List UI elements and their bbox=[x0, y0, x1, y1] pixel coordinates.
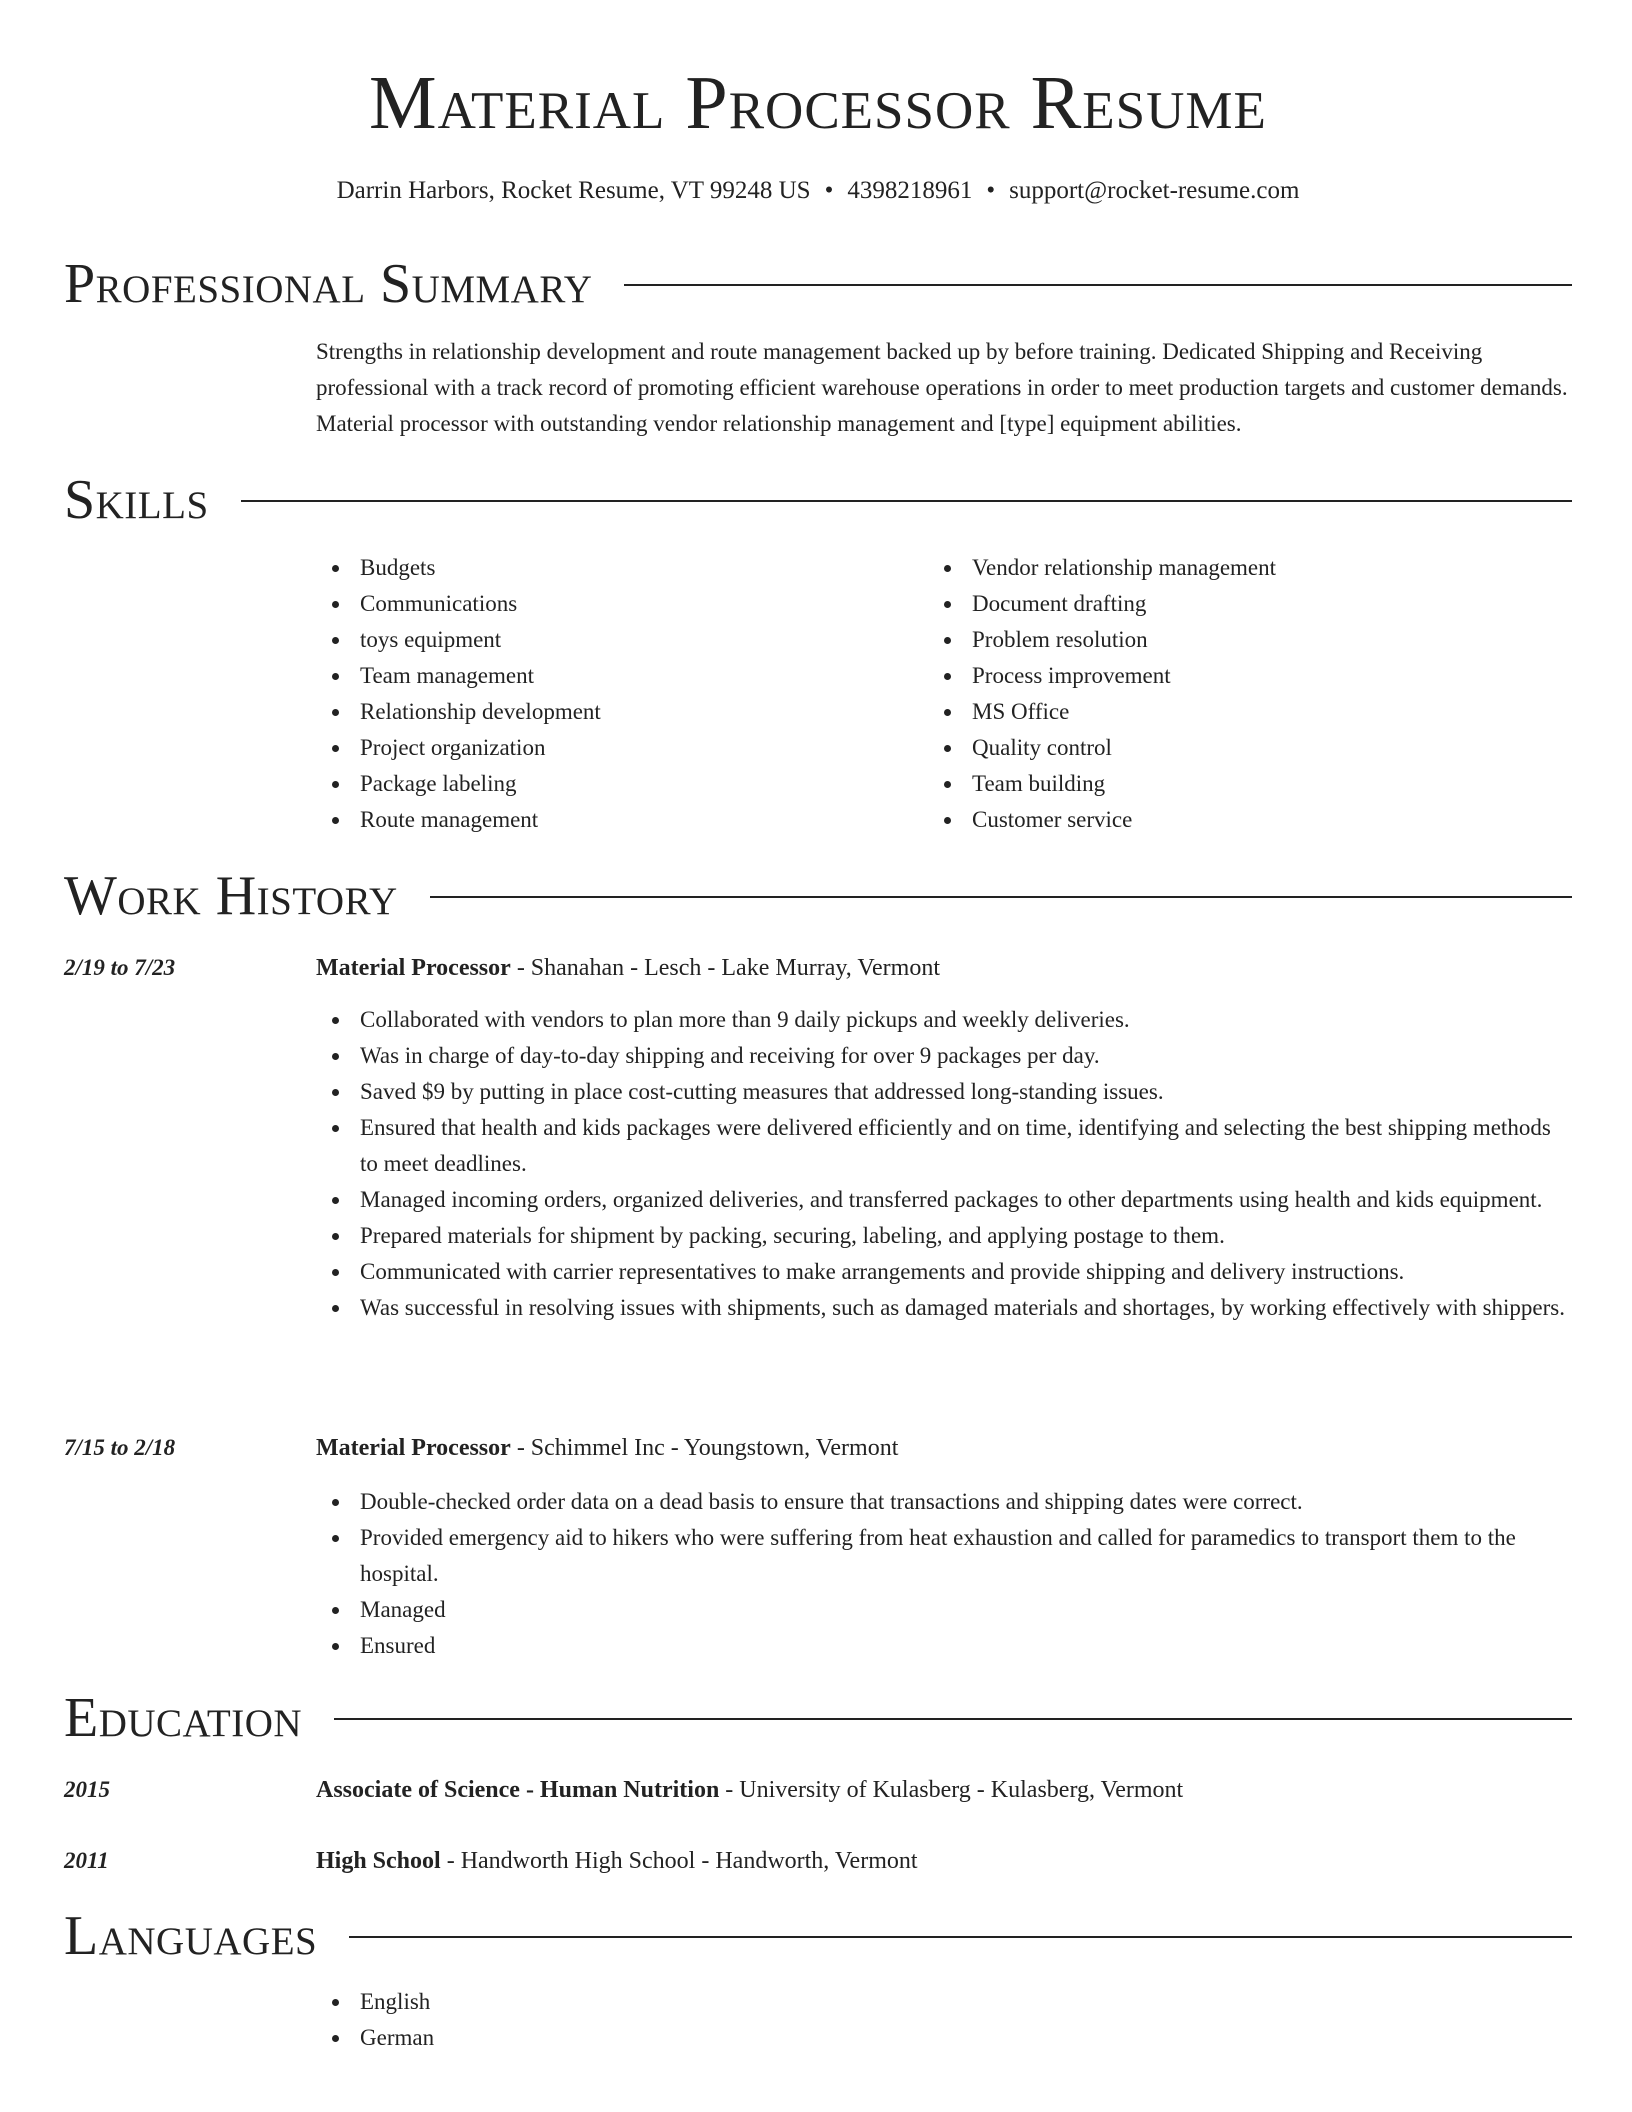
skill-item: Process improvement bbox=[928, 658, 1568, 694]
section-divider bbox=[349, 1936, 1572, 1938]
skill-item: Communications bbox=[316, 586, 916, 622]
education-section-header bbox=[64, 1686, 1572, 1750]
skill-item: Team management bbox=[316, 658, 916, 694]
languages-heading: Languages bbox=[64, 1905, 318, 1967]
languages-section-header bbox=[64, 1904, 1572, 1968]
job-bullet: Communicated with carrier representatives to make arrangements and provide shipping and delivery instructions. bbox=[316, 1254, 1572, 1290]
skill-item: Document drafting bbox=[928, 586, 1568, 622]
summary-heading: Professional Summary bbox=[64, 253, 593, 315]
work-heading: Work History bbox=[64, 865, 398, 927]
resume-title: Material Processor Resume bbox=[369, 61, 1267, 145]
job-dates: 2/19 to 7/23 bbox=[64, 955, 176, 980]
skill-item: Route management bbox=[316, 802, 916, 838]
skill-item: MS Office bbox=[928, 694, 1568, 730]
job-header bbox=[316, 1430, 1572, 1466]
job-bullets bbox=[316, 1484, 1572, 1664]
education-details: - University of Kulasberg - Kulasberg, Vermont bbox=[719, 1777, 1184, 1803]
job-bullet: Provided emergency aid to hikers who were suffering from heat exhaustion and called for paramedics to transport them to the hospital. bbox=[316, 1520, 1572, 1592]
job-bullet: Was in charge of day-to-day shipping and receiving for over 9 packages per day. bbox=[316, 1038, 1572, 1074]
contact-separator: • bbox=[824, 177, 834, 204]
job-bullet: Prepared materials for shipment by packing, securing, labeling, and applying postage to them. bbox=[316, 1218, 1572, 1254]
education-details: - Handworth High School - Handworth, Vermont bbox=[440, 1848, 918, 1874]
skill-item: Budgets bbox=[316, 550, 916, 586]
contact-address: Darrin Harbors, Rocket Resume, VT 99248 US bbox=[336, 177, 811, 204]
section-divider bbox=[624, 284, 1572, 286]
summary-section-header bbox=[64, 252, 1572, 316]
section-divider bbox=[334, 1718, 1572, 1720]
skill-item: toys equipment bbox=[316, 622, 916, 658]
skills-section-header bbox=[64, 468, 1572, 532]
job-bullet: Was successful in resolving issues with shipments, such as damaged materials and shortages, by working effectively with shippers. bbox=[316, 1290, 1572, 1326]
work-section-header bbox=[64, 864, 1572, 928]
job-bullet: Saved $9 by putting in place cost-cutting measures that addressed long-standing issues. bbox=[316, 1074, 1572, 1110]
summary-text: Strengths in relationship development and route management backed up by before training. Dedicated Shipping and Receiving professional with a track record of promoting efficient warehouse operations in order to meet production targets and customer demands. Material processor with outstanding vendor relationship management and [type] equipment abilities. bbox=[316, 339, 1568, 436]
job-bullet: Ensured bbox=[316, 1628, 1572, 1664]
section-divider bbox=[430, 896, 1572, 898]
skill-item: Team building bbox=[928, 766, 1568, 802]
skills-heading: Skills bbox=[64, 469, 209, 531]
contact-phone: 4398218961 bbox=[847, 177, 973, 204]
language-item: German bbox=[316, 2020, 916, 2056]
skills-list-left bbox=[316, 550, 916, 838]
job-title: Material Processor bbox=[316, 1435, 511, 1461]
job-bullet: Managed incoming orders, organized deliveries, and transferred packages to other departments using health and kids equipment. bbox=[316, 1182, 1572, 1218]
contact-separator: • bbox=[986, 177, 996, 204]
education-year: 2015 bbox=[64, 1777, 110, 1802]
skill-item: Relationship development bbox=[316, 694, 916, 730]
education-entry bbox=[316, 1843, 1572, 1879]
job-bullets bbox=[316, 1002, 1572, 1326]
job-details: - Schimmel Inc - Youngstown, Vermont bbox=[510, 1435, 899, 1461]
language-item: English bbox=[316, 1984, 916, 2020]
skill-item: Problem resolution bbox=[928, 622, 1568, 658]
job-header bbox=[316, 950, 1572, 986]
languages-list bbox=[316, 1984, 916, 2056]
education-year: 2011 bbox=[64, 1848, 109, 1873]
skill-item: Package labeling bbox=[316, 766, 916, 802]
education-heading: Education bbox=[64, 1687, 303, 1749]
skills-list-right bbox=[928, 550, 1568, 838]
skill-item: Project organization bbox=[316, 730, 916, 766]
job-title: Material Processor bbox=[316, 955, 511, 981]
skill-item: Quality control bbox=[928, 730, 1568, 766]
education-degree: High School bbox=[316, 1848, 441, 1874]
job-dates: 7/15 to 2/18 bbox=[64, 1435, 176, 1460]
education-entry bbox=[316, 1772, 1572, 1808]
job-bullet: Ensured that health and kids packages were delivered efficiently and on time, identifying and selecting the best shipping methods to meet deadlines. bbox=[316, 1110, 1572, 1182]
job-details: - Shanahan - Lesch - Lake Murray, Vermont bbox=[510, 955, 940, 981]
job-bullet: Collaborated with vendors to plan more than 9 daily pickups and weekly deliveries. bbox=[316, 1002, 1572, 1038]
section-divider bbox=[241, 500, 1572, 502]
job-bullet: Double-checked order data on a dead basis to ensure that transactions and shipping dates were correct. bbox=[316, 1484, 1572, 1520]
contact-line bbox=[64, 174, 1572, 208]
contact-email: support@rocket-resume.com bbox=[1009, 177, 1300, 204]
skill-item: Customer service bbox=[928, 802, 1568, 838]
job-bullet: Managed bbox=[316, 1592, 1572, 1628]
skill-item: Vendor relationship management bbox=[928, 550, 1568, 586]
education-degree: Associate of Science - Human Nutrition bbox=[316, 1777, 720, 1803]
